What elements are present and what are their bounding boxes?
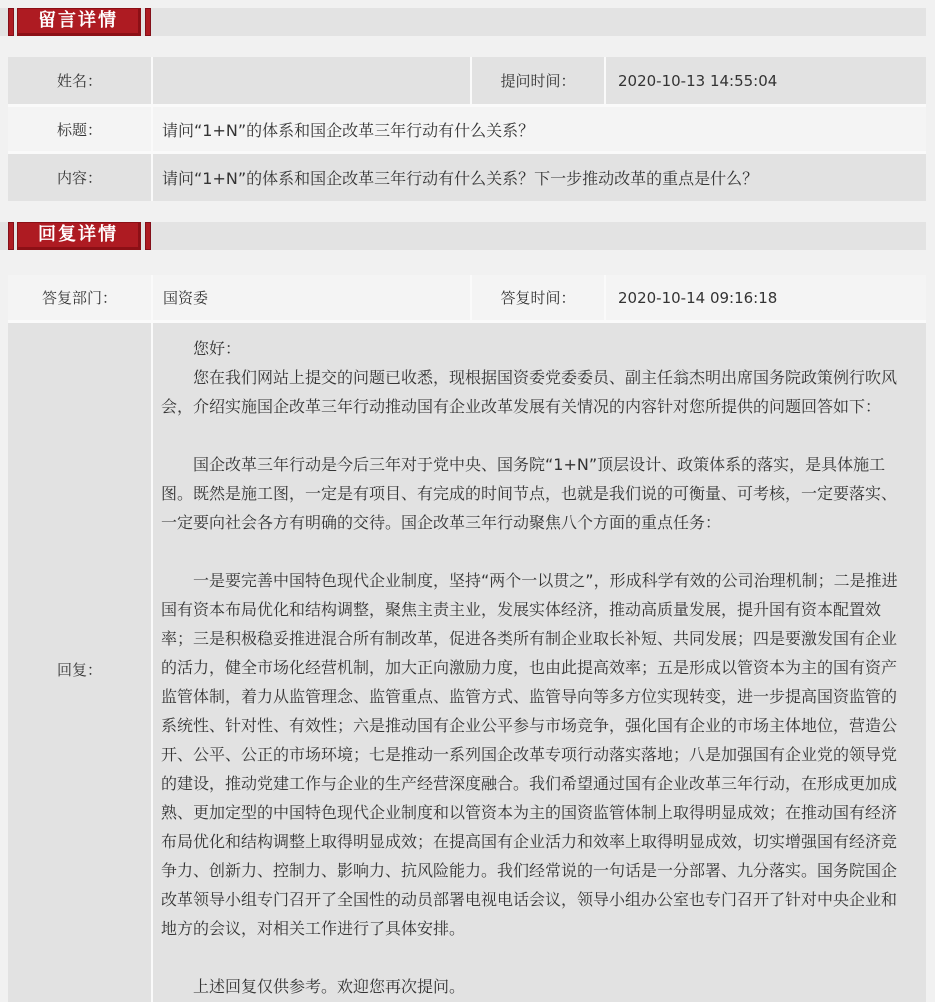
ask-time-value: 2020-10-13 14:55:04	[606, 57, 926, 104]
message-section-title: 留言详情	[17, 8, 141, 36]
ribbon-right-bar	[145, 8, 151, 36]
table-row	[8, 154, 926, 201]
message-section-header	[0, 8, 926, 36]
reply-time-label: 答复时间：	[472, 275, 604, 320]
title-value: 请问“1+N”的体系和国企改革三年行动有什么关系？	[153, 107, 926, 151]
reply-paragraph: 国企改革三年行动是今后三年对于党中央、国务院“1+N”顶层设计、政策体系的落实，是具体施工图。既然是施工图，一定是有项目、有完成的时间节点，也就是我们说的可衡量、可考核，一定要落实、一定要向社会各方有明确的交待。国企改革三年行动聚焦八个方面的重点任务：	[161, 455, 898, 532]
ribbon-right-bar	[145, 222, 151, 250]
reply-paragraph: 一是要完善中国特色现代企业制度，坚持“两个一以贯之”，形成科学有效的公司治理机制；二是推进国有资本布局优化和结构调整，聚焦主责主业，发展实体经济，推动高质量发展，提升国有资本配置效率；三是积极稳妥推进混合所有制改革，促进各类所有制企业取长补短、共同发展；四是要激发国有企业的活力，健全市场化经营机制，加大正向激励力度，也由此提高效率；五是形成以管资本为主的国有资产监管体制，着力从监管理念、监管重点、监管方式、监管导向等多方位实现转变，进一步提高国资监管的系统性、针对性、有效性；六是推动国有企业公平参与市场竞争，强化国有企业的市场主体地位，营造公开、公平、公正的市场环境；七是推动一系列国企改革专项行动落实落地；八是加强国有企业党的领导党的建设，推动党建工作与企业的生产经营深度融合。我们希望通过国有企业改革三年行动，在形成更加成熟、更加定型的中国特色现代企业制度和以管资本为主的国资监管体制上取得明显成效；在推动国有经济布局优化和结构调整上取得明显成效；在提高国有企业活力和效率上取得明显成效，切实增强国有经济竞争力、创新力、控制力、影响力、抗风险能力。我们经常说的一句话是一分部署、九分落实。国务院国企改革领导小组专门召开了全国性的动员部署电视电话会议，领导小组办公室也专门召开了针对中央企业和地方的会议，对相关工作进行了具体安排。	[161, 571, 898, 938]
name-label: 姓名：	[8, 57, 151, 104]
name-value	[153, 57, 470, 104]
message-detail-table	[8, 57, 926, 201]
ribbon-left-bar	[8, 222, 14, 250]
ask-time-label: 提问时间：	[472, 57, 604, 104]
reply-paragraph: 您好：	[193, 339, 242, 358]
reply-section-header	[0, 222, 926, 250]
reply-row	[8, 323, 926, 1002]
dept-value: 国资委	[153, 275, 470, 320]
dept-label: 答复部门：	[8, 275, 151, 320]
content-value: 请问“1+N”的体系和国企改革三年行动有什么关系？下一步推动改革的重点是什么？	[153, 154, 926, 201]
ribbon-left-bar	[8, 8, 14, 36]
reply-detail-table	[8, 275, 926, 1002]
reply-paragraph: 上述回复仅供参考。欢迎您再次提问。	[193, 977, 466, 996]
content-label: 内容：	[8, 154, 151, 201]
reply-time-value: 2020-10-14 09:16:18	[606, 275, 926, 320]
table-row	[8, 57, 926, 104]
reply-text	[153, 323, 926, 1002]
title-label: 标题：	[8, 107, 151, 151]
table-row	[8, 275, 926, 320]
table-row	[8, 107, 926, 151]
reply-section-title: 回复详情	[17, 222, 141, 250]
reply-paragraph: 您在我们网站上提交的问题已收悉，现根据国资委党委委员、副主任翁杰明出席国务院政策例行吹风会，介绍实施国企改革三年行动推动国有企业改革发展有关情况的内容针对您所提供的问题回答如下：	[161, 368, 898, 416]
reply-label: 回复：	[8, 323, 151, 1002]
